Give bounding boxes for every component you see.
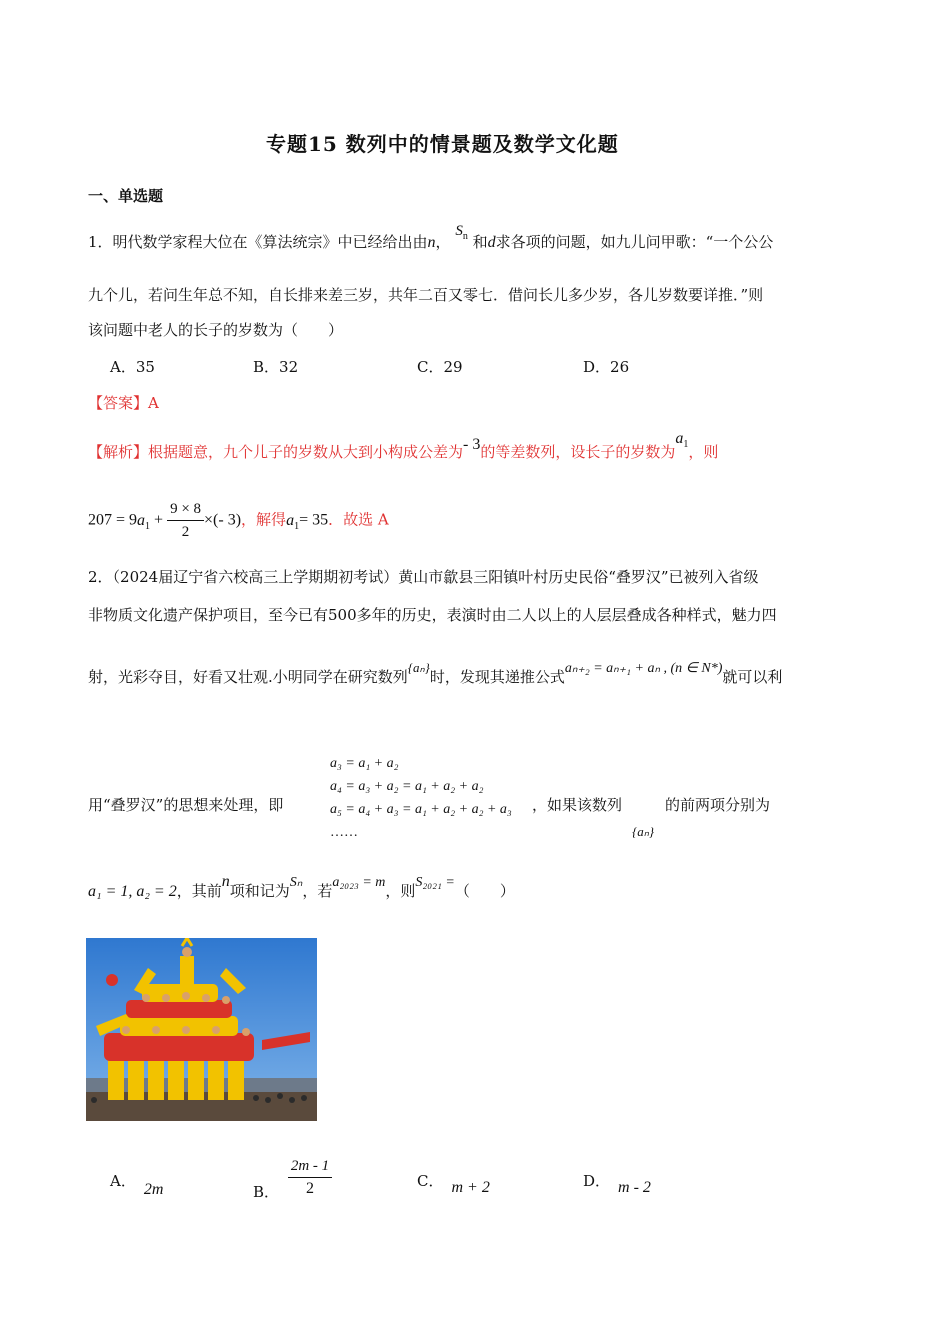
q1-answer: 【答案】A bbox=[88, 394, 159, 412]
q2-system: a₃ = a₁ + a₂ a₄ = a₃ + a₂ = a₁ + a₂ + a₂ a₅ = a₄ + a₃ = a₁ + a₂ + a₂ + a₃ …… bbox=[330, 756, 512, 840]
q2-line1: 2．（2024届辽宁省六校高三上学期期初考试）黄山市歙县三阳镇叶村历史民俗“叠罗汉”已被列入省级 bbox=[88, 568, 759, 586]
q2-line3: 射，光彩夺目，好看又壮观.小明同学在研究数列{aₙ}时，发现其递推公式aₙ₊₂ = aₙ₊₁ + aₙ , (n ∈ N*)就可以利 bbox=[88, 660, 783, 686]
q2-option-d[interactable]: D． m - 2 bbox=[583, 1172, 651, 1196]
q2-line4b: ，如果该数列 bbox=[532, 796, 623, 814]
q2-line5: a₁ = 1, a₂ = 2，其前n项和记为Sₙ，若a₂₀₂₃ = m，则S₂₀₂₁ =（ ） bbox=[88, 873, 515, 900]
q2-option-a[interactable]: A． 2m bbox=[110, 1172, 164, 1198]
q2-seq-an2: {aₙ} bbox=[632, 824, 655, 839]
human-pyramid-illustration bbox=[86, 938, 317, 1121]
q1-analysis: 【解析】根据题意，九个儿子的岁数从大到小构成公差为- 3的等差数列，设长子的岁数为$a_1$，则 bbox=[88, 430, 719, 461]
q2-line4c: 的前两项分别为 bbox=[665, 796, 771, 814]
q1-option-a[interactable]: A．35 bbox=[110, 358, 155, 376]
q1-option-c[interactable]: C．29 bbox=[417, 358, 463, 376]
fraction: $\frac{9 \times 8}{2}$ bbox=[167, 498, 204, 543]
q1-line1: 1．明代数学家程大位在《算法统宗》中已经给出由n， $S_n$ 和d求各项的问题，如九儿问甲歌：“一个公公 bbox=[88, 223, 774, 251]
page-title: 专题15 数列中的情景题及数学文化题 bbox=[266, 132, 619, 156]
q1-line3: 该问题中老人的长子的岁数为（ ） bbox=[88, 321, 344, 339]
q1-option-d[interactable]: D．26 bbox=[583, 358, 630, 376]
section-heading: 一、单选题 bbox=[88, 187, 164, 205]
sn-symbol: $S_n$ bbox=[455, 223, 468, 242]
q2-line2: 非物质文化遗产保护项目，至今已有500多年的历史，表演时由二人以上的人层层叠成各种样式，魅力四 bbox=[88, 606, 777, 624]
q2-option-c[interactable]: C． m + 2 bbox=[417, 1172, 490, 1196]
luohan-photo bbox=[86, 938, 317, 1121]
q1-option-b[interactable]: B．32 bbox=[253, 358, 299, 376]
q1-line2: 九个儿，若问生年总不知，自长排来差三岁，共年二百又零七．借问长儿多少岁，各儿岁数要详推．”则 bbox=[88, 286, 764, 304]
q2-option-b[interactable]: B． $\frac{2m - 1}{2}$ bbox=[253, 1155, 332, 1200]
option-b-fraction: $\frac{2m - 1}{2}$ bbox=[288, 1155, 332, 1200]
q1-equation: $207 = 9a_1$ + $\frac{9 \times 8}{2}$ ×(- 3)，解得$a_1= 35$．故选 A bbox=[88, 498, 389, 543]
q2-line4a: 用“叠罗汉”的思想来处理，即 bbox=[88, 796, 284, 814]
